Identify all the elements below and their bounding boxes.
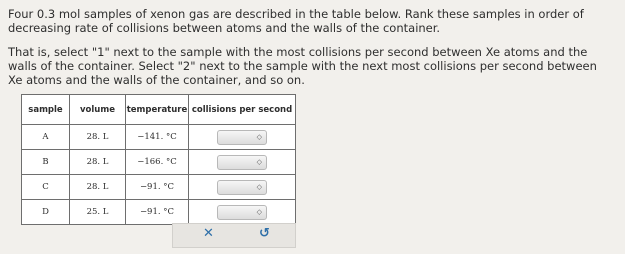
temperature-cell: −91. °C — [126, 175, 189, 200]
answer-toolbar — [172, 223, 296, 248]
undo-icon[interactable]: ↺ — [259, 226, 270, 241]
rank-select-a[interactable] — [217, 130, 267, 145]
header-sample: sample — [22, 95, 70, 125]
temperature-cell: −91. °C — [126, 200, 189, 225]
volume-cell: 28. L — [70, 175, 126, 200]
dropdown-caret-icon: ◇ — [256, 157, 262, 166]
dropdown-caret-icon: ◇ — [256, 207, 262, 216]
rank-select-b[interactable] — [217, 155, 267, 170]
volume-cell: 25. L — [70, 200, 126, 225]
question-instructions: That is, select "1" next to the sample with the most collisions per second between Xe atoms and the walls of the container. Select "2" next to the sample with the next most collisions per second between Xe atoms and the walls of the container, and so on. — [8, 45, 597, 87]
header-volume: volume — [70, 95, 126, 125]
sample-cell: A — [22, 125, 70, 150]
dropdown-caret-icon: ◇ — [256, 182, 262, 191]
sample-cell: D — [22, 200, 70, 225]
rank-cell — [189, 175, 296, 200]
question-intro: Four 0.3 mol samples of xenon gas are described in the table below. Rank these samples in order of decreasing rate of collisions between atoms and the walls of the container. — [8, 7, 584, 35]
rank-select-d[interactable] — [217, 205, 267, 220]
rank-select-c[interactable] — [217, 180, 267, 195]
sample-cell: C — [22, 175, 70, 200]
volume-cell: 28. L — [70, 150, 126, 175]
table-row — [22, 125, 296, 150]
rank-cell — [189, 200, 296, 225]
rank-cell — [189, 125, 296, 150]
temperature-cell: −141. °C — [126, 125, 189, 150]
table-row — [22, 150, 296, 175]
header-collisions: collisions per second — [189, 95, 296, 125]
volume-cell: 28. L — [70, 125, 126, 150]
table-row — [22, 200, 296, 225]
table-row — [22, 175, 296, 200]
sample-cell: B — [22, 150, 70, 175]
samples-table — [21, 94, 296, 225]
temperature-cell: −166. °C — [126, 150, 189, 175]
header-temperature: temperature — [126, 95, 189, 125]
clear-icon[interactable]: ✕ — [203, 226, 214, 241]
dropdown-caret-icon: ◇ — [256, 132, 262, 141]
table-header-row — [22, 95, 296, 125]
rank-cell — [189, 150, 296, 175]
